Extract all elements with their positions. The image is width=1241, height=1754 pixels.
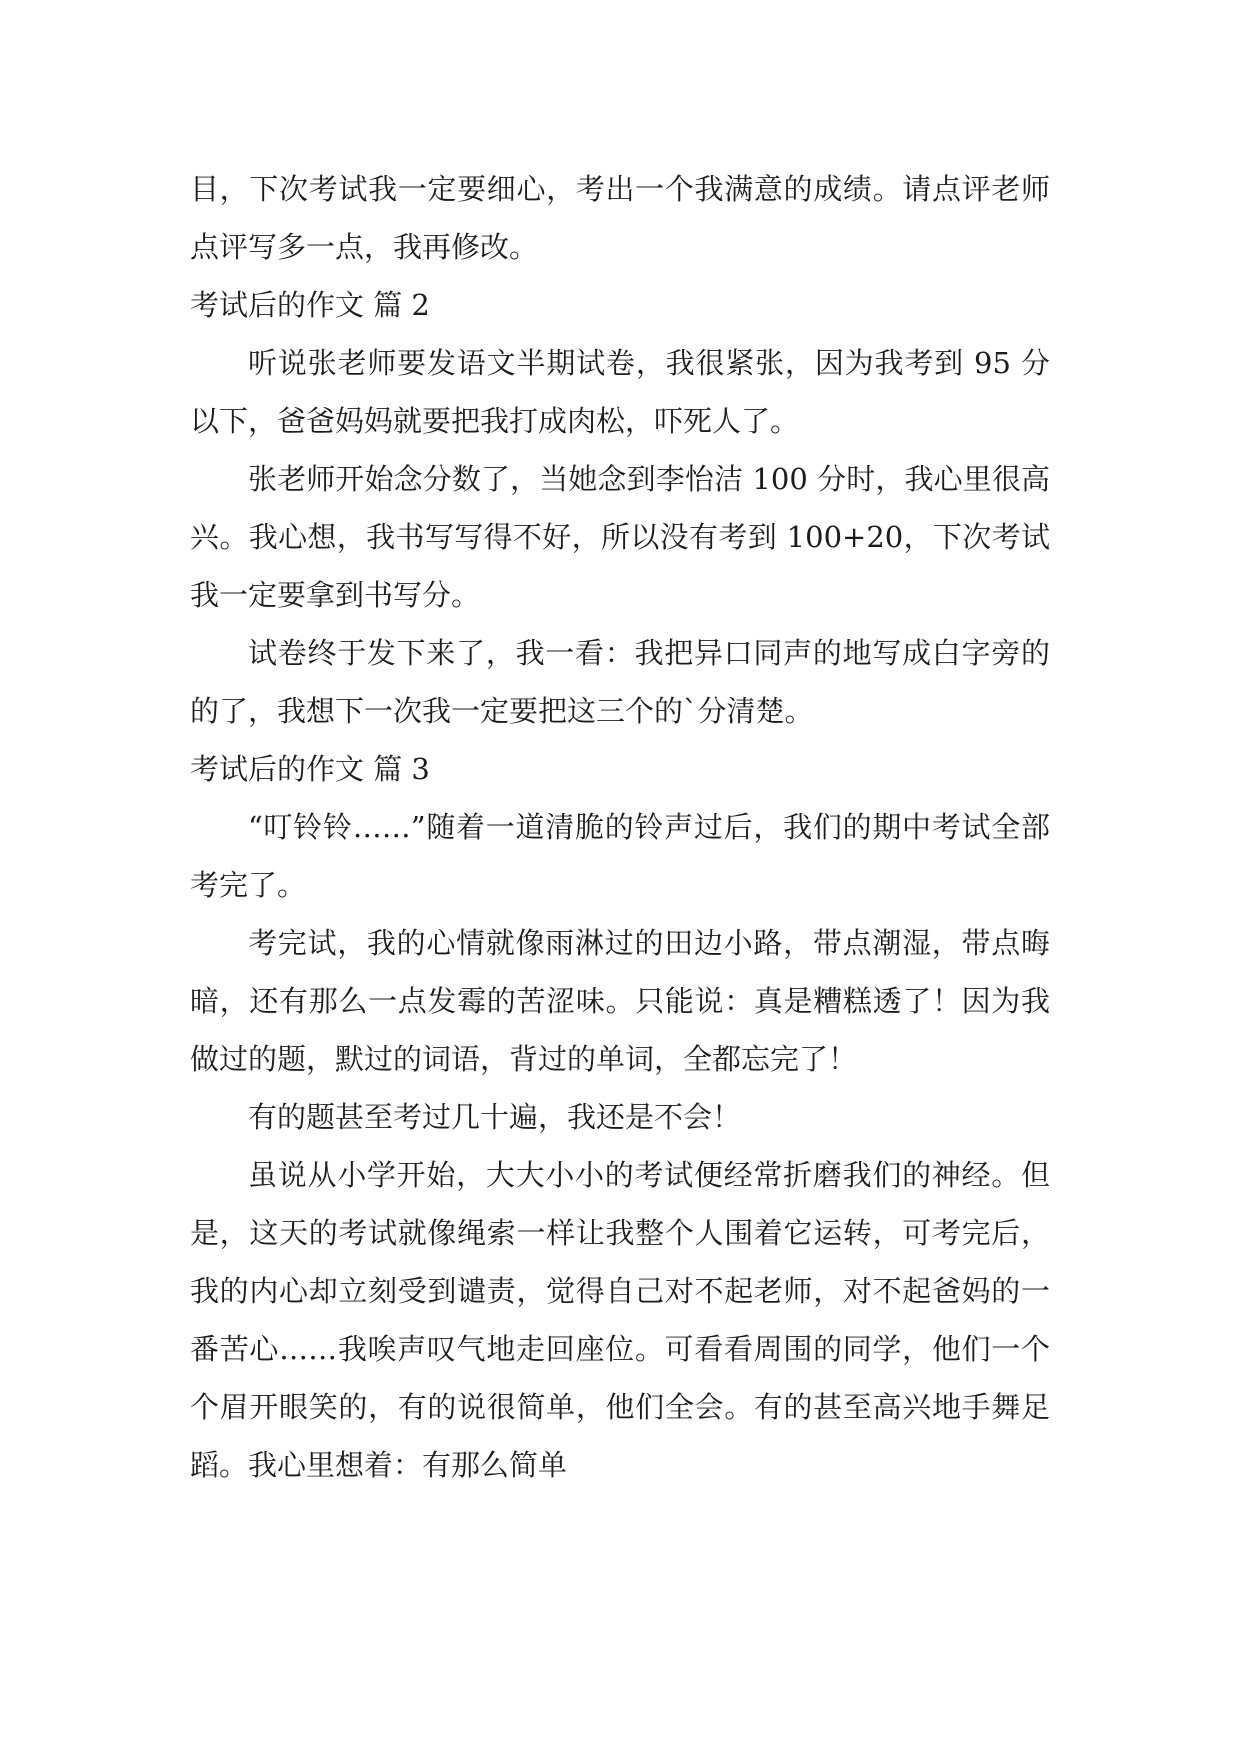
paragraph-continued: 目，下次考试我一定要细心，考出一个我满意的成绩。请点评老师点评写多一点，我再修改。 [190,172,1050,264]
paragraph: 试卷终于发下来了，我一看：我把异口同声的地写成白字旁的的了，我想下一次我一定要把这三个的`分清楚。 [190,636,1050,728]
paragraph: 张老师开始念分数了，当她念到李怡洁 100 分时，我心里很高兴。我心想，我书写写得不好，所以没有考到 100+20，下次考试我一定要拿到书写分。 [190,462,1050,612]
section-heading-2: 考试后的作文 篇 2 [190,288,430,322]
paragraph: 有的题甚至考过几十遍，我还是不会！ [248,1100,742,1134]
paragraph: 考完试，我的心情就像雨淋过的田边小路，带点潮湿，带点晦暗，还有那么一点发霉的苦涩味。只能说：真是糟糕透了！因为我做过的题，默过的词语，背过的单词，全都忘完了！ [190,926,1050,1076]
section-heading-3: 考试后的作文 篇 3 [190,752,430,786]
paragraph: 虽说从小学开始，大大小小的考试便经常折磨我们的神经。但是，这天的考试就像绳索一样让我整个人围着它运转，可考完后，我的内心却立刻受到谴责，觉得自己对不起老师，对不起爸妈的一番苦心……我唉声叹气地走回座位。可看看周围的同学，他们一个个眉开眼笑的，有的说很简单，他们全会。有的甚至高兴地手舞足蹈。我心里想着：有那么简单 [190,1158,1050,1482]
paragraph: “叮铃铃……”随着一道清脆的铃声过后，我们的期中考试全部考完了。 [190,810,1050,902]
paragraph: 听说张老师要发语文半期试卷，我很紧张，因为我考到 95 分以下，爸爸妈妈就要把我打成肉松，吓死人了。 [190,346,1050,438]
document-body [190,160,1050,1494]
